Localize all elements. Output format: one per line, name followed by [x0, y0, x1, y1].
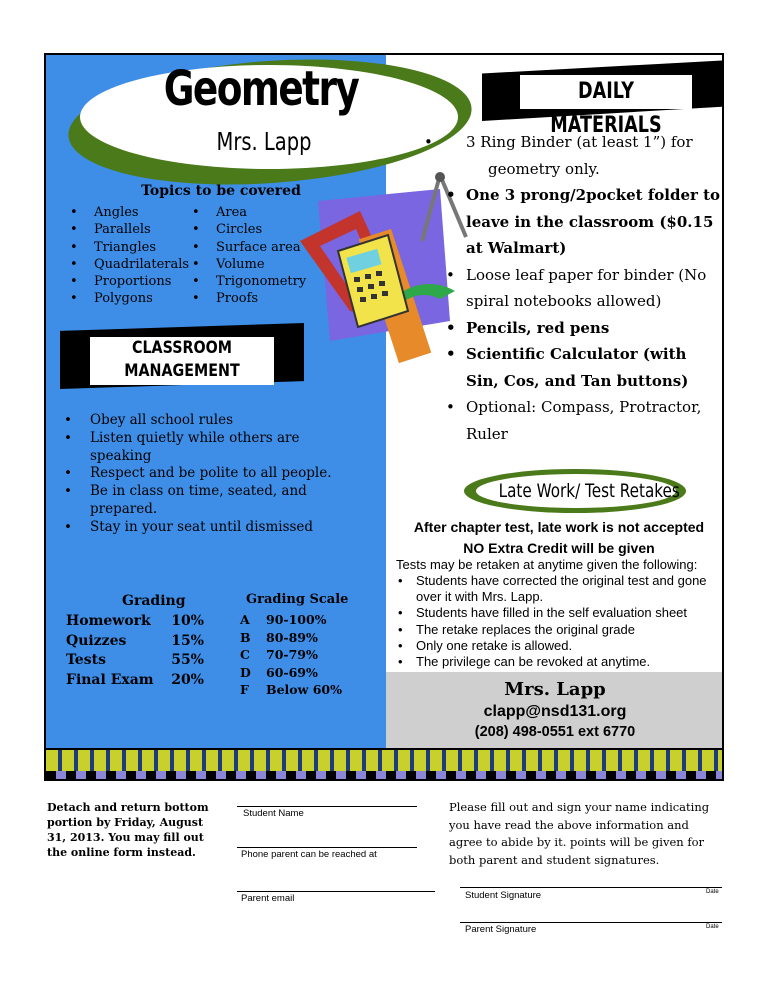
contact-name: Mrs. Lapp — [504, 679, 606, 700]
scale-row — [240, 681, 342, 699]
topic-item: • Polygons — [94, 290, 189, 307]
scale-range: 60-69% — [266, 664, 318, 680]
material-item: • Pencils, red pens — [466, 315, 724, 342]
material-item: • One 3 prong/2pocket folder to leave in the classroom ($0.15 at Walmart) — [466, 182, 724, 262]
daily-materials-heading-text: DAILY MATERIALS — [550, 79, 662, 138]
scale-grade: C — [240, 647, 250, 663]
grading-heading: Grading — [122, 593, 186, 609]
materials-list — [466, 129, 724, 447]
detach-note: Detach and return bottom portion by Friday, August 31, 2013. You may fill out the online form instead. — [47, 801, 209, 859]
phone-line[interactable] — [237, 847, 417, 848]
scale-row — [240, 611, 342, 629]
grading-weight: 15% — [171, 632, 204, 649]
student-name-line[interactable] — [237, 806, 417, 807]
grading-row — [66, 632, 204, 652]
teacher-name: Mrs. Lapp — [216, 127, 312, 156]
retake-conditions — [416, 573, 721, 670]
retake-condition: • Students have corrected the original test and gone over it with Mrs. Lapp. — [416, 573, 721, 605]
parent-signature-label: Parent Signature — [465, 924, 537, 935]
rule-item: • Stay in your seat until dismissed — [88, 519, 338, 537]
material-item: • Optional: Compass, Protractor, Ruler — [466, 394, 724, 447]
topics-heading: Topics to be covered — [141, 183, 301, 199]
retake-condition: • The retake replaces the original grade — [416, 622, 721, 638]
parent-signature-date-label: Date — [706, 924, 719, 930]
retake-condition: • Students have filled in the self evaluation sheet — [416, 605, 721, 621]
topic-item: • Circles — [216, 221, 306, 238]
scale-row — [240, 664, 342, 682]
topic-item: • Proportions — [94, 273, 189, 290]
scale-range: 90-100% — [266, 612, 327, 627]
topic-item: • Volume — [216, 256, 306, 273]
classroom-management-heading — [90, 337, 274, 385]
topic-item: • Area — [216, 204, 306, 221]
late-work-line2: NO Extra Credit will be given — [463, 540, 655, 556]
syllabus-flyer — [44, 53, 724, 781]
scale-grade: A — [240, 612, 250, 627]
scale-grade: B — [240, 629, 251, 645]
parent-signature-line[interactable] — [460, 922, 722, 923]
late-work-policy — [394, 517, 724, 559]
rule-item: • Listen quietly while others are speaking — [88, 430, 338, 466]
scale-row — [240, 646, 342, 664]
scale-range: 80-89% — [266, 629, 318, 645]
material-item: • 3 Ring Binder (at least 1”) for geometry only. — [466, 129, 724, 182]
topic-item: • Triangles — [94, 239, 189, 256]
late-work-line1: After chapter test, late work is not accepted — [413, 519, 705, 535]
geometry-tools-clipart — [290, 171, 470, 375]
retake-condition: • Only one retake is allowed. — [416, 638, 721, 654]
grading-weight: 10% — [171, 613, 204, 629]
student-signature-line[interactable] — [460, 887, 722, 888]
form-instructions: Please fill out and sign your name indicating you have read the above information and agree to abide by it. points will be given for both parent and student signatures. — [449, 800, 710, 867]
grading-weight: 20% — [171, 671, 204, 688]
phone-label: Phone parent can be reached at — [241, 849, 377, 860]
topic-item: • Proofs — [216, 290, 306, 307]
contact-email[interactable]: clapp@nsd131.org — [483, 703, 627, 720]
retake-intro: Tests may be retaken at anytime given the following: — [396, 557, 698, 572]
checkered-border-row — [46, 771, 724, 781]
grading-row — [66, 671, 204, 691]
grading-category: Homework — [66, 613, 151, 629]
scale-grade: D — [240, 664, 251, 680]
late-work-heading-text: Late Work/ Test Retakes — [498, 480, 680, 502]
scale-grade: F — [240, 682, 249, 698]
checkered-border — [46, 748, 724, 781]
cm-heading-line1: CLASSROOM — [131, 338, 233, 358]
grading-category: Quizzes — [66, 632, 127, 649]
rule-item: • Be in class on time, seated, and prepared. — [88, 483, 338, 519]
topic-item: • Angles — [94, 204, 189, 221]
grading-scale-table — [240, 611, 342, 699]
topic-item: • Surface area — [216, 239, 306, 256]
scale-range: Below 60% — [266, 682, 342, 698]
rules-list — [88, 412, 338, 537]
topic-item: • Quadrilaterals — [94, 256, 189, 273]
scale-range: 70-79% — [266, 647, 318, 663]
grading-category: Tests — [66, 652, 106, 669]
page-title: Geometry — [163, 61, 359, 117]
scale-row — [240, 629, 342, 647]
parent-email-label: Parent email — [241, 893, 295, 904]
topic-item: • Parallels — [94, 221, 189, 238]
grading-category: Final Exam — [66, 671, 154, 688]
daily-materials-heading — [520, 75, 692, 138]
grading-table — [66, 612, 204, 690]
material-item: • Loose leaf paper for binder (No spiral notebooks allowed) — [466, 262, 724, 315]
student-name-label: Student Name — [243, 808, 304, 819]
grading-weight: 55% — [171, 652, 204, 669]
rule-item: • Obey all school rules — [88, 412, 338, 430]
late-work-heading — [476, 474, 680, 508]
grading-row — [66, 651, 204, 671]
cm-heading-line2: MANAGEMENT — [124, 361, 240, 381]
grading-scale-heading: Grading Scale — [246, 592, 349, 607]
grading-row — [66, 612, 204, 632]
rule-item: • Respect and be polite to all people. — [88, 465, 338, 483]
parent-email-line[interactable] — [237, 891, 435, 892]
topic-item: • Trigonometry — [216, 273, 306, 290]
student-signature-label: Student Signature — [465, 890, 542, 901]
topics-list-1 — [94, 204, 189, 308]
retake-condition: • The privilege can be revoked at anytime. — [416, 654, 721, 670]
student-signature-date-label: Date — [706, 889, 719, 895]
material-item: • Scientific Calculator (with Sin, Cos, and Tan buttons) — [466, 341, 724, 394]
contact-phone: (208) 498-0551 ext 6770 — [474, 724, 636, 740]
